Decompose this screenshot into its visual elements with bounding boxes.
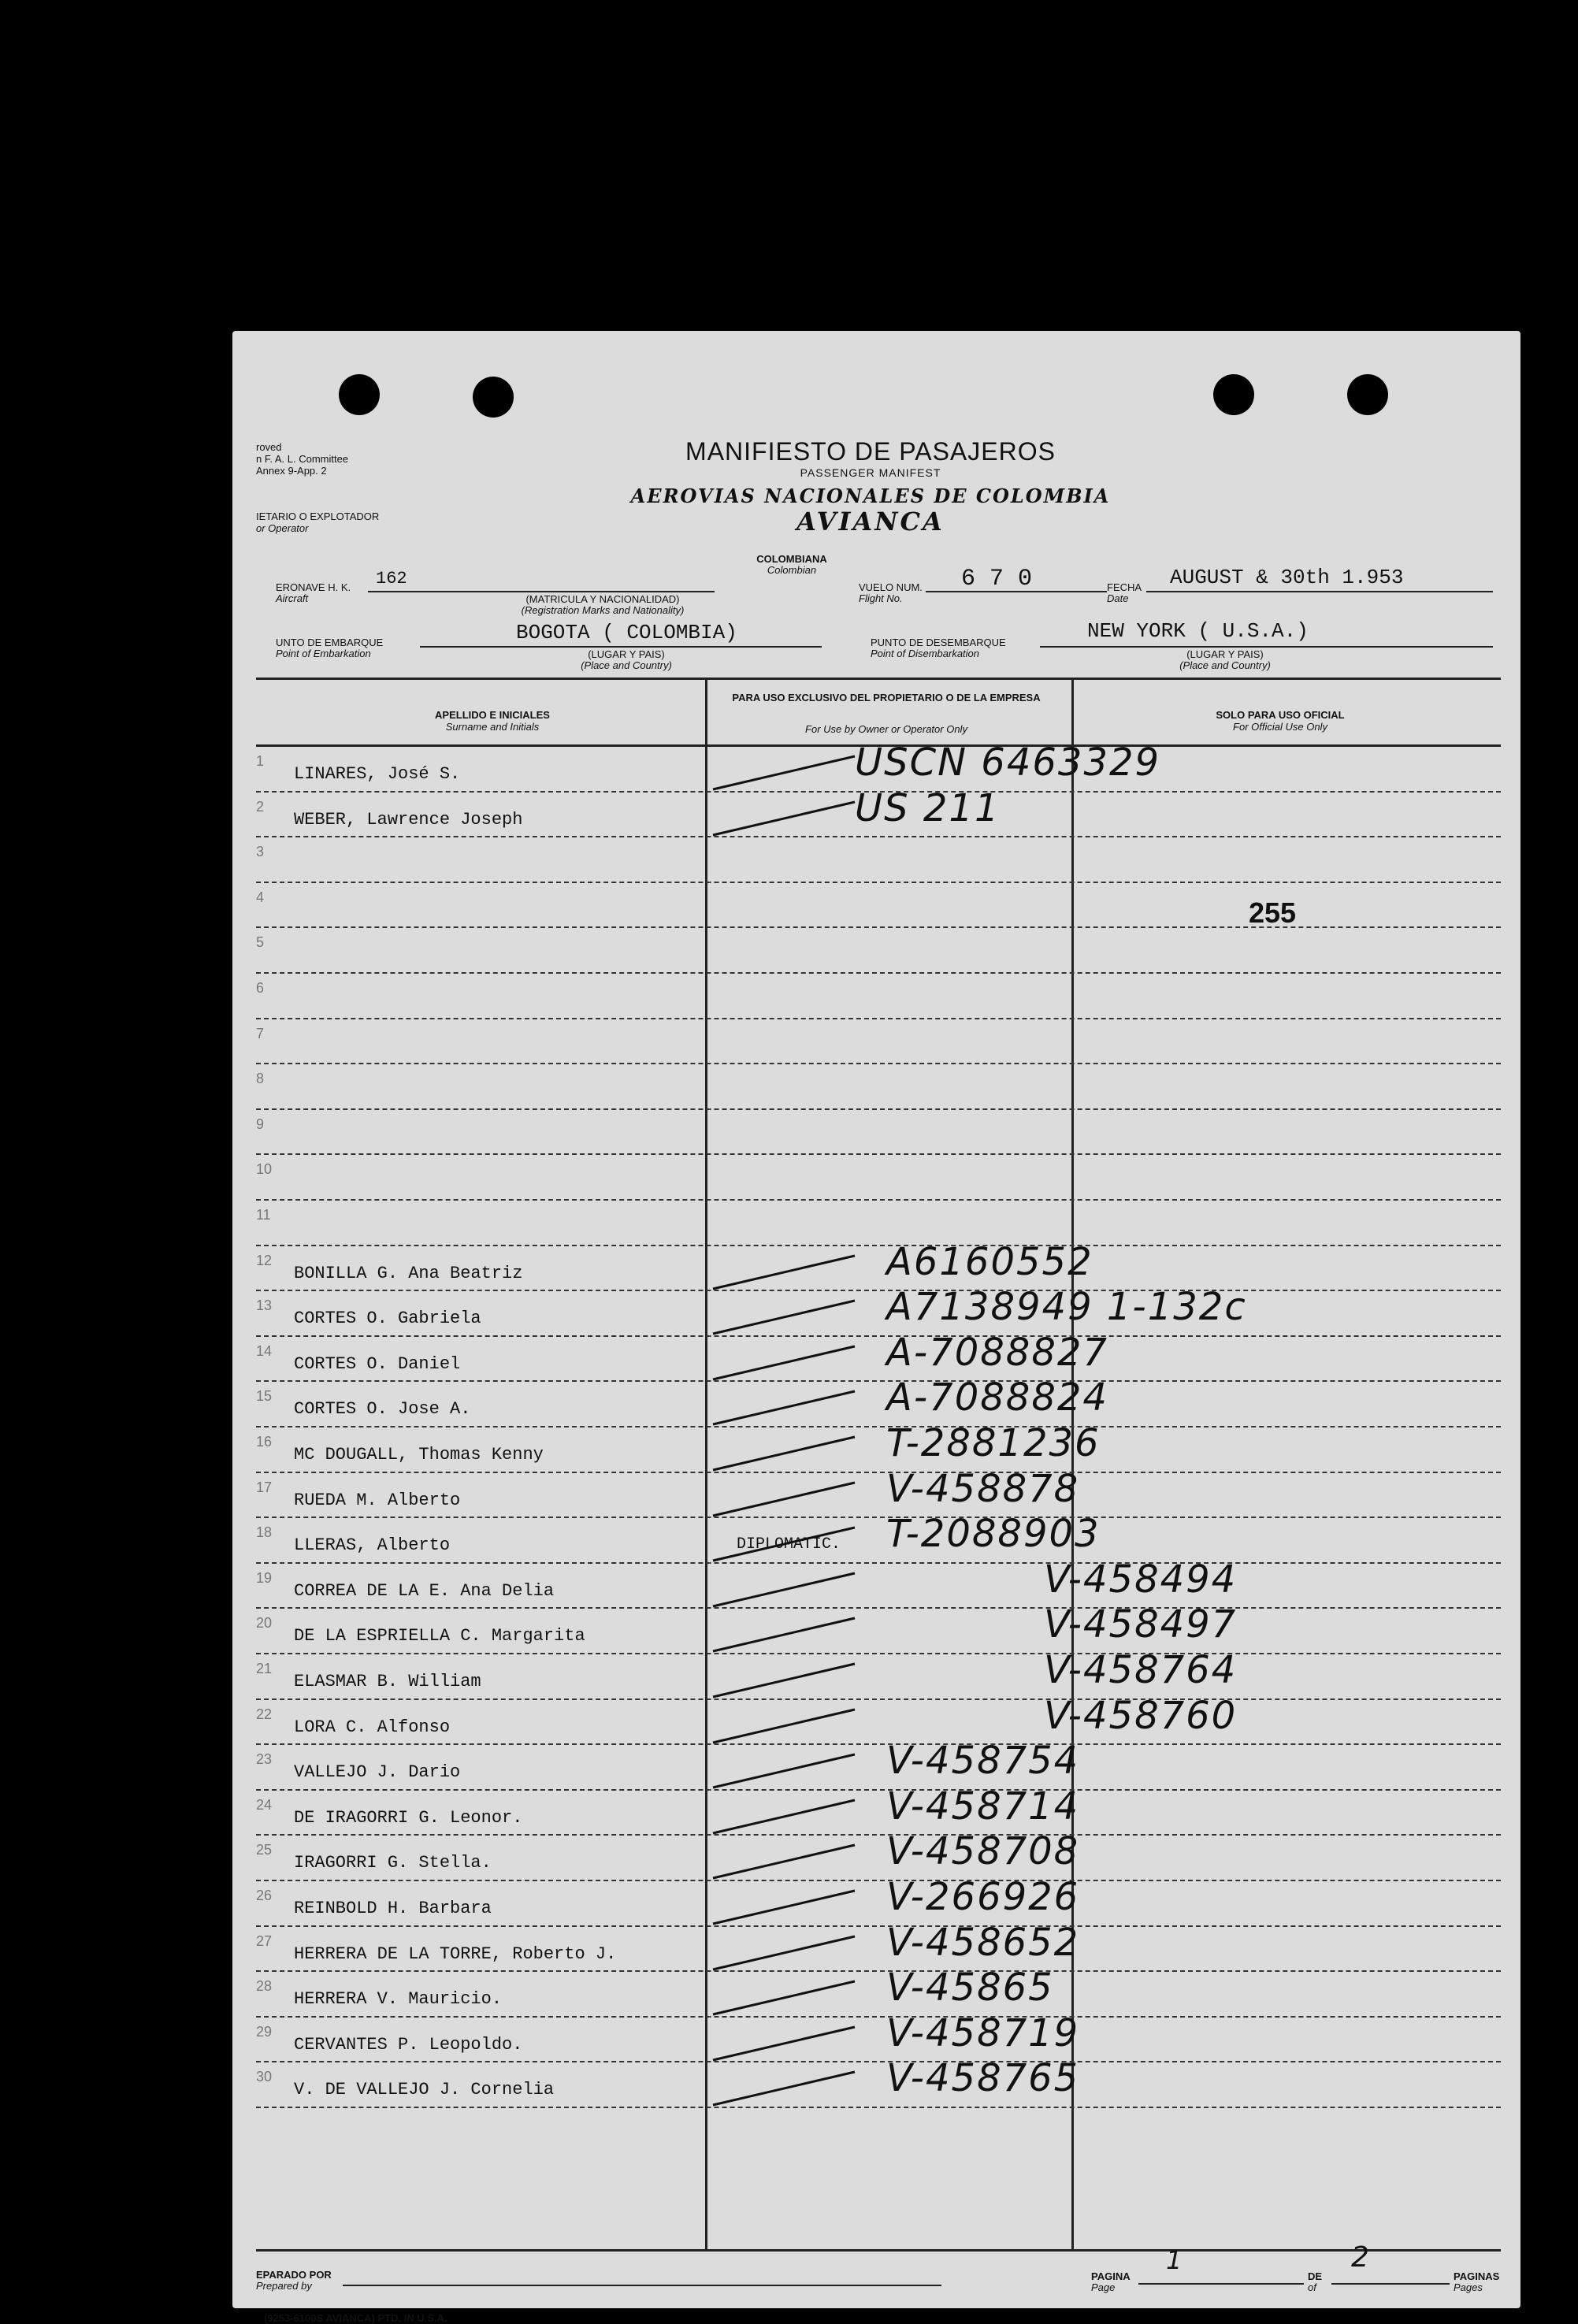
table-top-rule [256, 678, 1501, 680]
row-rule [256, 2061, 1501, 2062]
flight-underline [926, 591, 1107, 592]
passenger-name: HERRERA V. Mauricio. [294, 1989, 503, 2010]
row-rule [256, 1426, 1501, 1427]
embark-value: BOGOTA ( COLOMBIA) [516, 621, 737, 644]
check-slash-mark [709, 1703, 859, 1750]
check-slash-mark [709, 1340, 859, 1387]
column-divider-left [705, 678, 707, 2249]
approval-line-3: Annex 9-App. 2 [256, 465, 327, 477]
row-number: 13 [256, 1298, 273, 1314]
row-number: 9 [256, 1116, 265, 1132]
passenger-name: CORTES O. Jose A. [294, 1399, 471, 1420]
of-label-en: of [1308, 2281, 1316, 2293]
official-document-number: T-2881236 [886, 1421, 1101, 1465]
check-slash-mark [709, 1249, 859, 1297]
row-number: 1 [256, 753, 265, 769]
date-label-en: Date [1107, 592, 1129, 604]
disembark-label: PUNTO DE DESEMBARQUE [871, 637, 1006, 648]
passenger-name: LLERAS, Alberto [294, 1535, 451, 1556]
row-number: 4 [256, 889, 265, 905]
row-rule [256, 926, 1501, 928]
official-document-number: V-458714 [886, 1784, 1080, 1828]
official-document-number: V-458497 [1044, 1602, 1238, 1647]
airline-short: AVIANCA [796, 507, 945, 536]
check-slash-mark [709, 1794, 859, 1841]
official-document-number: V-458494 [1044, 1557, 1238, 1602]
check-slash-mark [709, 796, 859, 843]
date-value: AUGUST & 30th 1.953 [1170, 566, 1404, 589]
passenger-name: CORREA DE LA E. Ana Delia [294, 1580, 555, 1601]
of-label: DE [1308, 2270, 1323, 2282]
check-slash-mark [709, 1612, 859, 1659]
row-number: 8 [256, 1071, 265, 1087]
official-document-number: USCN 6463329 [855, 741, 1161, 785]
row-rule [256, 1153, 1501, 1155]
row-number: 14 [256, 1342, 273, 1359]
passenger-name: MC DOUGALL, Thomas Kenny [294, 1445, 544, 1465]
official-document-number: V-458760 [1044, 1693, 1238, 1738]
row-rule [256, 1970, 1501, 1972]
page-value: 1 [1166, 2245, 1184, 2275]
official-document-number: V-45865 [886, 1966, 1054, 2010]
row-rule [256, 1335, 1501, 1337]
row-number: 24 [256, 1796, 273, 1813]
row-number: 22 [256, 1706, 273, 1722]
row-number: 15 [256, 1388, 273, 1405]
row-rule [256, 1607, 1501, 1609]
date-underline [1146, 591, 1493, 592]
row-number: 12 [256, 1252, 273, 1268]
passenger-name: DE LA ESPRIELLA C. Margarita [294, 1626, 585, 1646]
row-number: 20 [256, 1615, 273, 1632]
row-rule [256, 1199, 1501, 1201]
prepared-underline [343, 2285, 941, 2286]
row-number: 29 [256, 2023, 273, 2040]
column-header-owner-en: For Use by Owner or Operator Only [805, 723, 967, 735]
check-slash-mark [709, 1884, 859, 1932]
row-number: 23 [256, 1751, 273, 1768]
punch-hole [1347, 374, 1388, 415]
row-rule [256, 2107, 1501, 2108]
row-rule [256, 882, 1501, 883]
date-label: FECHA [1107, 581, 1142, 593]
page-subtitle: PASSENGER MANIFEST [800, 466, 941, 479]
page-underline [1138, 2283, 1304, 2285]
passenger-name: IRAGORRI G. Stella. [294, 1853, 492, 1873]
stamp-number: 255 [1249, 897, 1297, 929]
row-number: 10 [256, 1161, 273, 1178]
official-document-number: A-7088824 [886, 1375, 1108, 1420]
registration-label-en: (Registration Marks and Nationality) [521, 604, 685, 616]
airline-name: AEROVIAS NACIONALES DE COLOMBIA [630, 484, 1111, 507]
row-number: 21 [256, 1661, 273, 1676]
row-number: 26 [256, 1888, 273, 1903]
row-number: 6 [256, 980, 265, 996]
row-rule [256, 1789, 1501, 1791]
registration-label: (MATRICULA Y NACIONALIDAD) [525, 593, 680, 605]
operator-label-en: or Operator [256, 522, 309, 534]
passenger-name: WEBER, Lawrence Joseph [294, 809, 523, 830]
row-number: 25 [256, 1842, 273, 1858]
check-slash-mark [709, 1930, 859, 1977]
passenger-name: DE IRAGORRI G. Leonor. [294, 1807, 523, 1828]
total-pages: 2 [1351, 2241, 1371, 2274]
owner-note: DIPLOMATIC. [737, 1535, 841, 1554]
total-underline [1331, 2283, 1450, 2285]
row-rule [256, 1018, 1501, 1019]
punch-hole [339, 374, 380, 415]
row-rule [256, 1517, 1501, 1518]
passenger-name: REINBOLD H. Barbara [294, 1899, 492, 1918]
page-title: MANIFIESTO DE PASAJEROS [685, 437, 1056, 466]
row-number: 11 [256, 1207, 271, 1223]
passenger-name: CERVANTES P. Leopoldo. [294, 2034, 523, 2055]
operator-label: IETARIO O EXPLOTADOR [256, 510, 380, 522]
row-rule [256, 1880, 1501, 1881]
row-number: 16 [256, 1434, 273, 1450]
row-number: 18 [256, 1524, 273, 1541]
disembark-value: NEW YORK ( U.S.A.) [1087, 619, 1309, 643]
row-rule [256, 1698, 1501, 1700]
manifest-sheet [232, 331, 1520, 2324]
disembark-place-label: (LUGAR Y PAIS) [1186, 648, 1264, 660]
table-bottom-rule [256, 2249, 1501, 2252]
pages-label-en: Pages [1454, 2281, 1483, 2293]
check-slash-mark [709, 1567, 859, 1614]
official-document-number: V-266926 [886, 1875, 1080, 1919]
official-document-number: A-7088827 [886, 1330, 1108, 1375]
check-slash-mark [709, 2066, 859, 2113]
row-number: 27 [256, 1932, 273, 1949]
prepared-label: EPARADO POR [256, 2269, 332, 2281]
row-number: 28 [256, 1978, 273, 1995]
column-header-owner: PARA USO EXCLUSIVO DEL PROPIETARIO O DE LA EMPRESA [732, 692, 1041, 704]
page-label-en: Page [1091, 2281, 1116, 2293]
check-slash-mark [709, 1294, 859, 1342]
official-document-number: T-2088903 [886, 1512, 1101, 1557]
passenger-name: BONILLA G. Ana Beatriz [294, 1263, 523, 1283]
approval-line-1: roved [256, 441, 282, 453]
row-number: 19 [256, 1569, 273, 1586]
official-document-number: V-458764 [1044, 1648, 1238, 1692]
official-document-number: V-458878 [886, 1466, 1080, 1511]
passenger-name: RUEDA M. Alberto [294, 1490, 461, 1510]
disembark-label-en: Point of Disembarkation [871, 648, 980, 659]
check-slash-mark [709, 1476, 859, 1524]
row-rule [256, 2016, 1501, 2018]
embark-label-en: Point of Embarkation [276, 648, 371, 659]
row-rule [256, 1743, 1501, 1745]
official-document-number: A7138949 1-132c [886, 1285, 1247, 1330]
row-number: 30 [256, 2069, 273, 2085]
row-rule [256, 1925, 1501, 1927]
passenger-name: CORTES O. Gabriela [294, 1309, 481, 1329]
page-label: PAGINA [1091, 2270, 1131, 2282]
pages-label: PAGINAS [1454, 2270, 1500, 2282]
aircraft-label: ERONAVE H. K. [276, 581, 351, 593]
passenger-name: HERRERA DE LA TORRE, Roberto J. [294, 1943, 617, 1964]
row-rule [256, 1834, 1501, 1836]
row-rule [256, 972, 1501, 974]
nationality-label-en: Colombian [767, 564, 817, 576]
punch-hole [1213, 374, 1254, 415]
check-slash-mark [709, 1431, 859, 1478]
passenger-name: VALLEJO J. Dario [294, 1762, 461, 1783]
official-document-number: US 211 [855, 785, 1001, 830]
aircraft-label-en: Aircraft [276, 592, 309, 604]
row-rule [256, 1245, 1501, 1246]
disembark-place-label-en: (Place and Country) [1179, 659, 1271, 671]
row-number: 5 [256, 934, 265, 951]
punch-hole [473, 377, 514, 418]
row-number: 17 [256, 1479, 273, 1495]
flight-label: VUELO NUM. [859, 581, 923, 593]
official-document-number: V-458754 [886, 1739, 1080, 1784]
embark-place-label: (LUGAR Y PAIS) [588, 648, 665, 660]
column-header-official: SOLO PARA USO OFICIAL [1216, 709, 1345, 721]
embark-label: UNTO DE EMBARQUE [276, 637, 384, 648]
row-number: 7 [256, 1025, 265, 1041]
aircraft-value: 162 [376, 569, 407, 588]
check-slash-mark [709, 1975, 859, 2022]
check-slash-mark [709, 1658, 859, 1705]
flight-label-en: Flight No. [859, 592, 903, 604]
row-number: 3 [256, 844, 265, 860]
row-rule [256, 1562, 1501, 1564]
embark-underline [420, 646, 822, 648]
embark-place-label-en: (Place and Country) [581, 659, 672, 671]
row-rule [256, 1063, 1501, 1064]
approval-line-2: n F. A. L. Committee [256, 453, 349, 465]
prepared-label-en: Prepared by [256, 2280, 312, 2292]
check-slash-mark [709, 750, 859, 797]
official-document-number: A6160552 [886, 1239, 1093, 1284]
row-rule [256, 1472, 1501, 1473]
passenger-name: V. DE VALLEJO J. Cornelia [294, 2080, 555, 2100]
row-rule [256, 1380, 1501, 1382]
passenger-name: LINARES, José S. [294, 764, 461, 784]
official-document-number: V-458708 [886, 1829, 1080, 1874]
row-number: 2 [256, 798, 265, 815]
check-slash-mark [709, 2021, 859, 2068]
row-rule [256, 1653, 1501, 1654]
column-header-names-en: Surname and Initials [445, 721, 540, 733]
passenger-name: ELASMAR B. William [294, 1672, 481, 1691]
check-slash-mark [709, 1839, 859, 1886]
row-rule [256, 1108, 1501, 1110]
row-rule [256, 1290, 1501, 1291]
column-header-official-en: For Official Use Only [1233, 721, 1327, 733]
nationality-label: COLOMBIANA [756, 553, 827, 565]
printer-line: (9253-6100S AVIANCA) PTD. IN U.S.A. [264, 2312, 447, 2324]
official-document-number: V-458765 [886, 2056, 1080, 2101]
passenger-name: LORA C. Alfonso [294, 1717, 451, 1737]
passenger-name: CORTES O. Daniel [294, 1353, 461, 1374]
row-rule [256, 836, 1501, 837]
official-document-number: V-458719 [886, 2010, 1080, 2055]
column-header-names: APELLIDO E INICIALES [435, 709, 550, 721]
check-slash-mark [709, 1748, 859, 1795]
aircraft-underline [368, 591, 715, 592]
official-document-number: V-458652 [886, 1920, 1080, 1965]
check-slash-mark [709, 1385, 859, 1432]
disembark-underline [1040, 646, 1493, 648]
flight-value: 6 7 0 [961, 566, 1033, 592]
